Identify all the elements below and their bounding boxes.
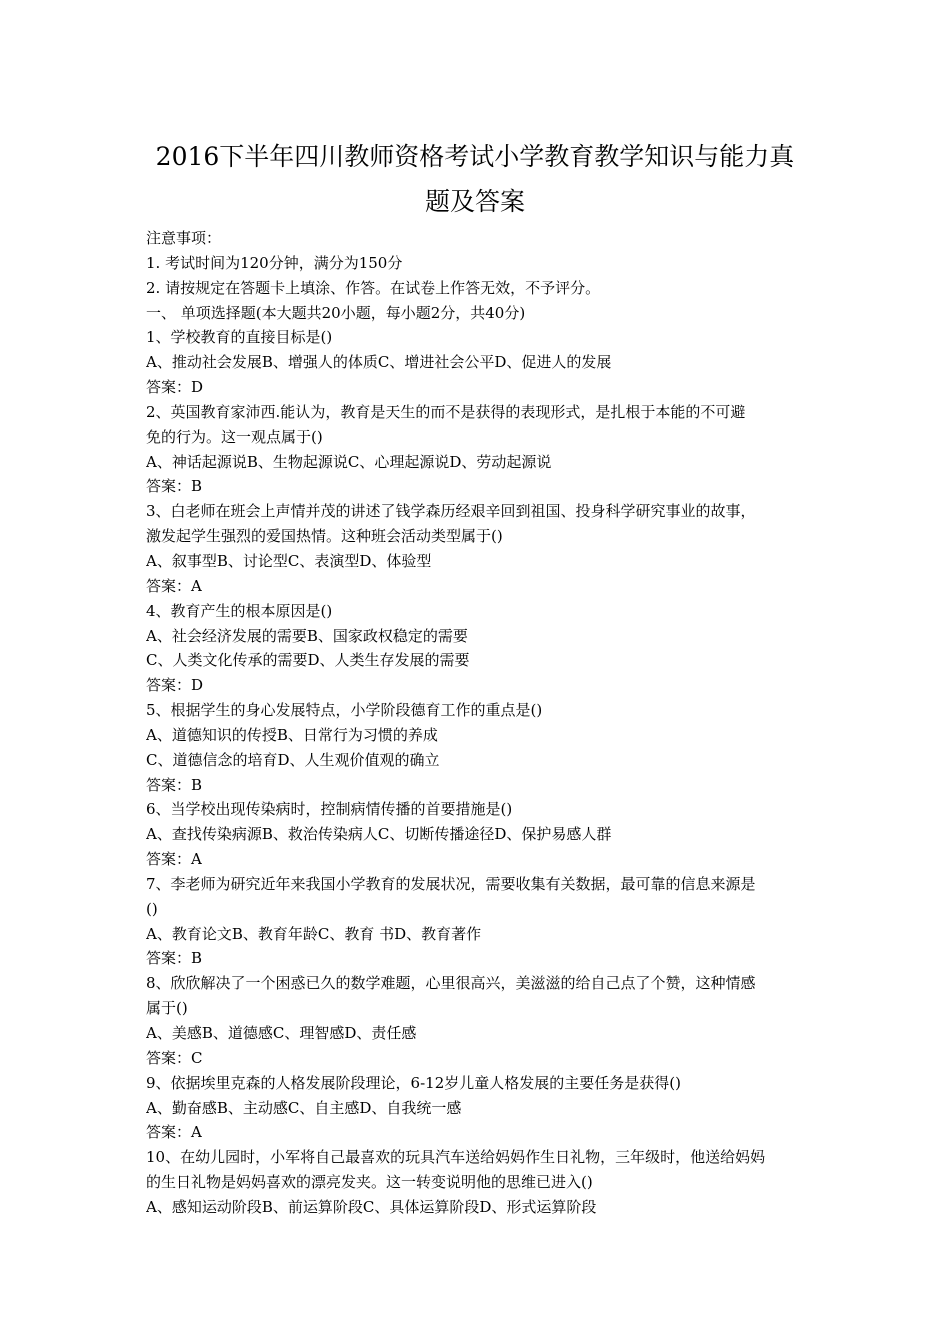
question-1: 1、学校教育的直接目标是() — [146, 328, 333, 347]
question-6-options: A、查找传染病源B、救治传染病人C、切断传播途径D、保护易感人群 — [146, 825, 612, 844]
question-4: 4、教育产生的根本原因是() — [146, 601, 333, 620]
question-4-options-2: C、人类文化传承的需要D、人类生存发展的需要 — [146, 651, 470, 670]
notes-heading: 注意事项： — [146, 229, 222, 247]
question-2-options: A、神话起源说B、生物起源说C、心理起源说D、劳动起源说 — [146, 452, 552, 471]
question-5-options-2: C、道德信念的培育D、人生观价值观的确立 — [146, 750, 440, 769]
question-7-line-2: () — [146, 899, 158, 918]
question-10-line-2: 的生日礼物是妈妈喜欢的漂亮发夹。这一转变说明他的思维已进入() — [146, 1173, 593, 1192]
question-3-options: A、叙事型B、讨论型C、表演型D、体验型 — [146, 551, 432, 570]
question-6-answer: 答案：A — [146, 850, 202, 869]
question-9: 9、依据埃里克森的人格发展阶段理论，6-12岁儿童人格发展的主要任务是获得() — [146, 1073, 681, 1092]
question-1-options: A、推动社会发展B、增强人的体质C、增进社会公平D、促进人的发展 — [146, 353, 612, 372]
question-10-line-1: 10、在幼儿园时，小军将自己最喜欢的玩具汽车送给妈妈作生日礼物，三年级时，他送给妈妈 — [146, 1148, 766, 1167]
question-1-answer: 答案：D — [146, 378, 204, 397]
question-8-line-1: 8、欣欣解决了一个困惑已久的数学难题，心里很高兴，美滋滋的给自己点了个赞，这种情感 — [146, 974, 756, 993]
note-item-2: 2. 请按规定在答题卡上填涂、作答。在试卷上作答无效，不予评分。 — [146, 278, 601, 297]
question-4-options-1: A、社会经济发展的需要B、国家政权稳定的需要 — [146, 626, 468, 645]
question-4-answer: 答案：D — [146, 676, 204, 695]
question-3-answer: 答案：A — [146, 576, 202, 595]
question-10-options: A、感知运动阶段B、前运算阶段C、具体运算阶段D、形式运算阶段 — [146, 1197, 597, 1216]
question-6: 6、当学校出现传染病时，控制病情传播的首要措施是() — [146, 800, 513, 819]
question-5-options-1: A、道德知识的传授B、日常行为习惯的养成 — [146, 725, 438, 744]
question-8-line-2: 属于() — [146, 999, 188, 1018]
question-3-line-1: 3、白老师在班会上声情并茂的讲述了钱学森历经艰辛回到祖国、投身科学研究事业的故事， — [146, 502, 756, 521]
section-heading: 一、 单项选择题(本大题共20小题，每小题2分，共40分) — [146, 303, 526, 322]
note-item-1: 1. 考试时间为120分钟，满分为150分 — [146, 253, 403, 272]
question-2-line-1: 2、英国教育家沛西.能认为，教育是天生的而不是获得的表现形式，是扎根于本能的不可避 — [146, 402, 746, 421]
title-line-2: 题及答案 — [424, 187, 525, 216]
question-7-answer: 答案：B — [146, 949, 203, 968]
question-7-line-1: 7、李老师为研究近年来我国小学教育的发展状况，需要收集有关数据，最可靠的信息来源是 — [146, 874, 756, 893]
question-2-line-2: 免的行为。这一观点属于() — [146, 427, 323, 446]
question-8-options: A、美感B、道德感C、理智感D、责任感 — [146, 1024, 417, 1042]
question-9-options: A、勤奋感B、主动感C、自主感D、自我统一感 — [146, 1098, 462, 1117]
document-title — [130, 134, 820, 224]
question-5: 5、根据学生的身心发展特点，小学阶段德育工作的重点是() — [146, 701, 543, 720]
question-5-answer: 答案：B — [146, 775, 203, 794]
question-3-line-2: 激发起学生强烈的爱国热情。这种班会活动类型属于() — [146, 527, 503, 546]
question-8-answer: 答案：C — [146, 1048, 203, 1067]
question-7-options: A、教育论文B、教育年龄C、教育 书D、教育著作 — [146, 924, 482, 943]
question-2-answer: 答案：B — [146, 477, 203, 496]
document-body — [146, 226, 816, 1220]
title-line-1: 2016下半年四川教师资格考试小学教育教学知识与能力真 — [155, 142, 795, 171]
question-9-answer: 答案：A — [146, 1123, 202, 1142]
